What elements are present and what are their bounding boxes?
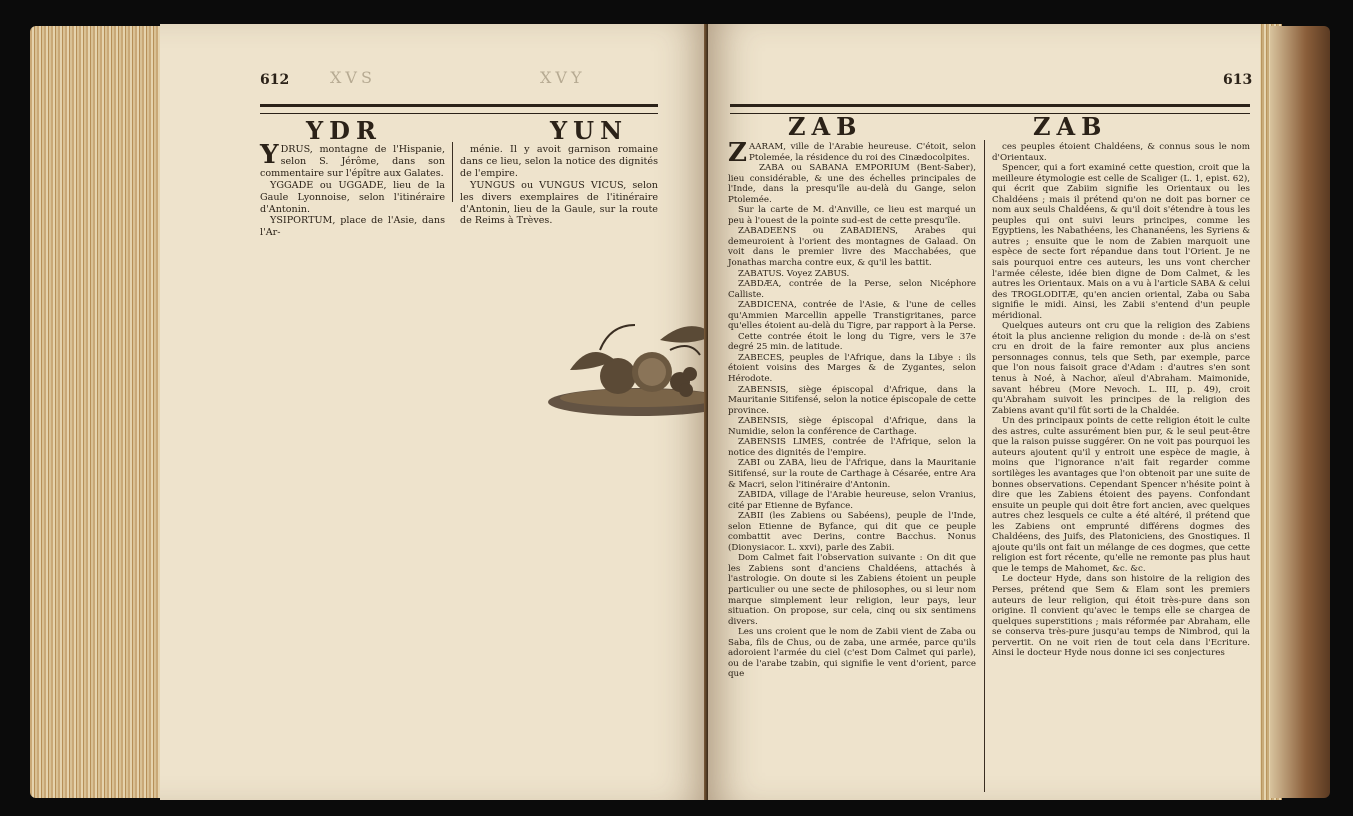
open-book <box>30 14 1330 810</box>
text-column-2 <box>460 144 658 227</box>
paragraph: AARAM, ville de l'Arabie heureuse. C'étoit, selon Ptolemée, la résidence du roi des Cinædocolpites. <box>748 142 976 163</box>
running-head-right: YUN <box>550 116 628 145</box>
bleed-through-text: XVY <box>540 68 586 87</box>
paragraph: ZABECES, peuples de l'Afrique, dans la Libye : ils étoient voisins des Marges & de Zygantes, selon Hérodote. <box>728 352 976 385</box>
text-column-1 <box>728 138 976 680</box>
paragraph: Quelques auteurs ont cru que la religion des Zabiens étoit la plus ancienne religion du monde : de-là on s'est cru en droit de la faire remonter aux plus anciens personnages connus, tels que Seth, par exemple, parce que l'on nous faisoit grace d'Adam : d'autres s'en sont tenus à Noé, à Nachor, aïeul d'Abraham. Maimonide, savant hébreu (More Nevoch. L. III, p. 49), croit qu'Abraham suivoit les principes de la religion des Zabiens avant qu'il fût sorti de la Chaldée. <box>992 321 1250 416</box>
left-page <box>160 24 708 800</box>
drop-cap: Y <box>260 140 279 170</box>
paragraph: ménie. Il y avoit garnison romaine dans ce lieu, selon la notice des dignités de l'empire. <box>460 144 658 179</box>
paragraph: ZABA ou SABANA EMPORIUM (Bent-Saber), lieu considérable, & une des échelles principales de l'Inde, dans la presqu'île au-delà du Gange, selon Ptolemée. <box>728 163 976 205</box>
paragraph: Le docteur Hyde, dans son histoire de la religion des Perses, prétend que Sem & Elam sont les premiers auteurs de leur religion, qui étoit très-pure dans son origine. Il convient qu'avec le temps elle se chargea de quelques superstitions ; mais réformée par Abraham, elle se conserva très-pure jusqu'au temps de Nimbrod, qui la pervertit. On ne voit rien de tout cela dans l'Ecriture. Ainsi le docteur Hyde nous donne ici ses conjectures <box>992 574 1250 659</box>
paragraph: ZABADEENS ou ZABADIENS, Arabes qui demeuroient à l'orient des montagnes de Galaad. On voit dans le premier livre des Macchabées, que Jonathas marcha contre eux, & qu'il les battit. <box>728 226 976 269</box>
paragraph: Sur la carte de M. d'Anville, ce lieu est marqué un peu à l'ouest de la pointe sud-est de cette presqu'île. <box>728 205 976 226</box>
paragraph: Les uns croient que le nom de Zabii vient de Zaba ou Saba, fils de Chus, ou de zaba, une armée, parce qu'ils adoroient l'armée du ciel (c'est Dom Calmet qui parle), ou de l'arabe tzabin, qui signifie le vent d'orient, parce que <box>728 627 976 680</box>
book-cover-edge <box>1270 26 1330 798</box>
drop-cap: Z <box>728 138 747 168</box>
right-page <box>708 24 1260 800</box>
running-head-left: YDR <box>306 116 382 145</box>
paragraph: ces peuples étoient Chaldéens, & connus sous le nom d'Orientaux. <box>992 142 1250 163</box>
left-page-edges <box>30 26 170 798</box>
running-head-left: ZAB <box>788 112 863 141</box>
fruit-basket-vignette <box>540 310 708 420</box>
paragraph: YGGADE ou UGGADE, lieu de la Gaule Lyonnoise, selon l'itinéraire d'Antonin. <box>260 179 445 215</box>
paragraph: ZABIDA, village de l'Arabie heureuse, selon Vranius, cité par Etienne de Byfance. <box>728 490 976 511</box>
running-head-right: ZAB <box>1033 112 1108 141</box>
paragraph: ZABDÆA, contrée de la Perse, selon Nicéphore Calliste. <box>728 279 976 300</box>
paragraph: ZABDICENA, contrée de l'Asie, & l'une de celles qu'Ammien Marcellin appelle Transtigritanes, parce qu'elles étoient au-delà du Tigre, par rapport à la Perse. <box>728 300 976 332</box>
paragraph: ZABI ou ZABA, lieu de l'Afrique, dans la Mauritanie Sitifensé, sur la route de Carthage à Césarée, entre Ara & Macri, selon l'itinéraire d'Antonin. <box>728 458 976 490</box>
paragraph: ZABENSIS, siège épiscopal d'Afrique, dans la Numidie, selon la conférence de Carthage. <box>728 416 976 437</box>
paragraph: Dom Calmet fait l'observation suivante : On dit que les Zabiens sont d'anciens Chaldéens, attachés à l'astrologie. On doute si les Zabiens étoient un peuple particulier ou une secte de philosophes, ou si leur nom marque simplement leur religion, leur pays, leur situation. On propose, sur cela, cinq ou six sentimens divers. <box>728 553 976 627</box>
column-divider <box>984 140 985 792</box>
paragraph: Cette contrée étoit le long du Tigre, vers le 37e degré 25 min. de latitude. <box>728 331 976 353</box>
paragraph: Spencer, qui a fort examiné cette question, croit que la meilleure étymologie est celle de Scaliger (L. 1, epist. 62), qui écrit que Zabiim signifie les Orientaux ou les Chaldéens ; mais il prétend qu'on ne doit pas borner ce nom aux seuls Chaldéens, & qu'il doit s'étendre à tous les peuples qui ont suivi leurs principes, comme les Egyptiens, les Nabathéens, les Chananéens, les Syriens & autres ; ensuite que le nom de Zabien marquoit une espèce de secte fort répandue dans tout l'Orient. Je ne sais pourquoi entre ces auteurs, les uns vont chercher l'armée céleste, idée bien digne de Dom Calmet, & les autres les Orientaux. Mais on a vu à l'article SABA & celui des TROGLODITÆ, qu'en ancien oriental, Zaba ou Saba signifie le midi. Ainsi, les Zabii s'entend d'un peuple méridional. <box>992 163 1250 321</box>
paragraph: ZABENSIS LIMES, contrée de l'Afrique, selon la notice des dignités de l'empire. <box>728 437 976 458</box>
paragraph: YUNGUS ou VUNGUS VICUS, selon les divers exemplaires de l'itinéraire d'Antonin, lieu de la Gaule, sur la route de Reims à Trèves. <box>460 179 658 227</box>
paragraph: Un des principaux points de cette religion étoit le culte des astres, culte assurément bien pur, & le seul peut-être que la raison puisse suggérer. On ne voit pas pourquoi les auteurs ajoutent qu'il y entroit une espèce de magie, à moins que l'ignorance n'ait fait regarder comme sortilèges les avantages que l'on obtenoit par une suite de bonnes observations. Cependant Spencer n'hésite point à dire que les Zabiens étoient des payens. Confondant ensuite un peuple qui doit être fort ancien, avec quelques autres chez lesquels ce culte a été altéré, il prétend que les Zabiens ont emprunté différens dogmes des Chaldéens, des Juifs, des Platoniciens, des Gnostiques. Il ajoute qu'ils ont fait un mélange de ces dogmes, que cette religion est fort récente, qu'elle ne remonte pas plus haut que le temps de Mahomet, &c. &c. <box>992 416 1250 574</box>
text-column-2 <box>992 142 1250 659</box>
paragraph: ZABATUS. Voyez ZABUS. <box>738 268 850 279</box>
bleed-through-text: XVS <box>330 68 376 87</box>
paragraph: ZABENSIS, siège épiscopal d'Afrique, dans la Mauritanie Sitifensé, selon la notice épiscopale de cette province. <box>728 384 976 416</box>
text-column-1 <box>260 140 445 239</box>
page-number: 613 <box>1223 72 1253 88</box>
column-divider <box>452 142 453 202</box>
paragraph: YSIPORTUM, place de l'Asie, dans l'Ar- <box>260 215 445 239</box>
paragraph: DRUS, montagne de l'Hispanie, selon S. Jérôme, dans son commentaire sur l'épître aux Galates. <box>260 144 445 179</box>
paragraph: ZABII (les Zabiens ou Sabéens), peuple de l'Inde, selon Etienne de Byfance, qui dit que ce peuple combattit avec Derins, contre Bacchus. Nonus (Dionysiacor. L. xxvi), parle des Zabii. <box>728 511 976 553</box>
header-rule <box>260 104 658 114</box>
page-number: 612 <box>260 72 290 88</box>
